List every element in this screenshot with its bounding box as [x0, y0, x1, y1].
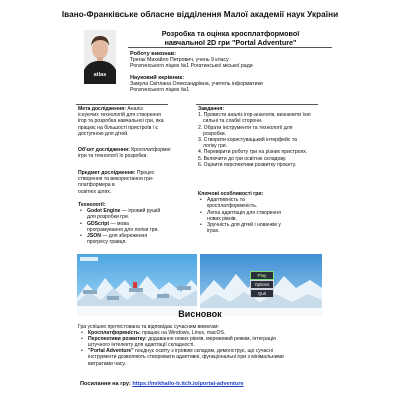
conclusion-intro: Гра успішно протестована та відповідає сучасним вимогам: — [78, 324, 219, 330]
technologies-label: Технології: — [78, 202, 106, 208]
right-column-divider — [196, 104, 318, 105]
conclusion-title: Висновок — [178, 309, 222, 319]
conclusion-item: • Кросплатформність: працює на Windows, Linux, macOS. — [78, 330, 338, 336]
author-label: Роботу виконав: — [130, 51, 177, 57]
technologies-section — [78, 202, 190, 245]
game-link-label: Посилання на гру: — [80, 381, 131, 387]
supervisor-school: Рогатинського ліцею №1 — [130, 87, 190, 94]
options-button: Options — [250, 280, 274, 289]
technology-item: • Godot Engine — ігровий рушій для розробки гри. — [78, 208, 190, 220]
feature-item: • Зручність для дітей і новачків у іграх. — [198, 222, 328, 234]
tasks-section: Завдання: 1. Провести аналіз ігор-аналогів, визначити їхні сильні та слабкі сторони. 2. Обрати інструменти та технології для розробки. 3. Створити користувацький інтерфейс та логіку гри. 4. Перевірити роботу гри на різних пристроях. 5. Включити до гри освітню складову. 6. Оцінити перспективи розвитку проєкту. — [198, 106, 311, 168]
title-divider — [128, 47, 332, 48]
organization-title: Івано-Франківське обласне відділення Малої академії наук України — [61, 10, 339, 19]
game-link[interactable]: https://mrkhailo-tr.itch.io/portal-adventure — [132, 381, 244, 387]
feature-item: • Легка адаптація для створення нових рівнів. — [198, 210, 328, 222]
supervisor-label: Науковий керівник: — [130, 74, 185, 81]
author-school: Рогатинського ліцею №1 Рогатинської міської ради — [130, 63, 253, 70]
conclusion-item: • Перспективи розвитку: додавання нових рівнів, мережевий режим, інтеграція штучного інтелекту для адаптації складності. — [78, 336, 338, 348]
subject-label: Предмет дослідження: — [78, 170, 136, 176]
technology-item: • GDScript — мова програмування для логіки гри. — [78, 221, 190, 233]
conclusion-body — [78, 324, 338, 367]
feature-item: • Адаптивність та кросплатформеність. — [198, 197, 328, 209]
play-button: Play — [250, 271, 274, 280]
shirt-print: atlas — [93, 72, 107, 78]
left-column-divider — [76, 104, 168, 105]
project-title: Розробка та оцінка кросплатформової навчальної 2D гри "Portal Adventure" — [161, 29, 300, 47]
conclusion-item: • "Portal Adventure" поєднує освіту з ігровим складом, демонструє, що сучасні інструменти дозволяють створювати адаптивні, функціональні ігри з мінімальними витратами часу. — [78, 348, 338, 366]
author-name: Трегак Михайло Петрович, учень 9 класу — [130, 57, 229, 64]
goal-section: Мета дослідження: Аналіз існуючих технологій для створення ігор та розробка навчальної гри, яка працює на більшості пристроїв і є доступною для дітей. — [78, 106, 164, 137]
technology-item: • JSON — для збереження прогресу гравця. — [78, 233, 190, 245]
author-photo — [84, 30, 116, 84]
gameplay-screenshot — [77, 254, 197, 316]
supervisor-name: Замула Світлана Олександрівна, учитель інформатики — [130, 80, 263, 87]
menu-screenshot — [200, 254, 322, 316]
features-label: Ключові особливості гри: — [198, 191, 264, 197]
quit-button: Quit — [250, 289, 274, 298]
object-label: Об'єкт дослідження: — [78, 147, 130, 153]
goal-label: Мета дослідження: — [78, 106, 126, 112]
author-info — [130, 51, 330, 93]
subject-section: Предмет дослідження: Процес створення та використання гри- платформера в освітніх цілях. — [78, 170, 155, 195]
tasks-label: Завдання: — [198, 106, 225, 112]
features-section — [198, 191, 328, 234]
game-link-line — [80, 381, 360, 387]
object-section: Об'єкт дослідження: Кросплатформні ігри та технології їх розробки. — [78, 147, 171, 160]
